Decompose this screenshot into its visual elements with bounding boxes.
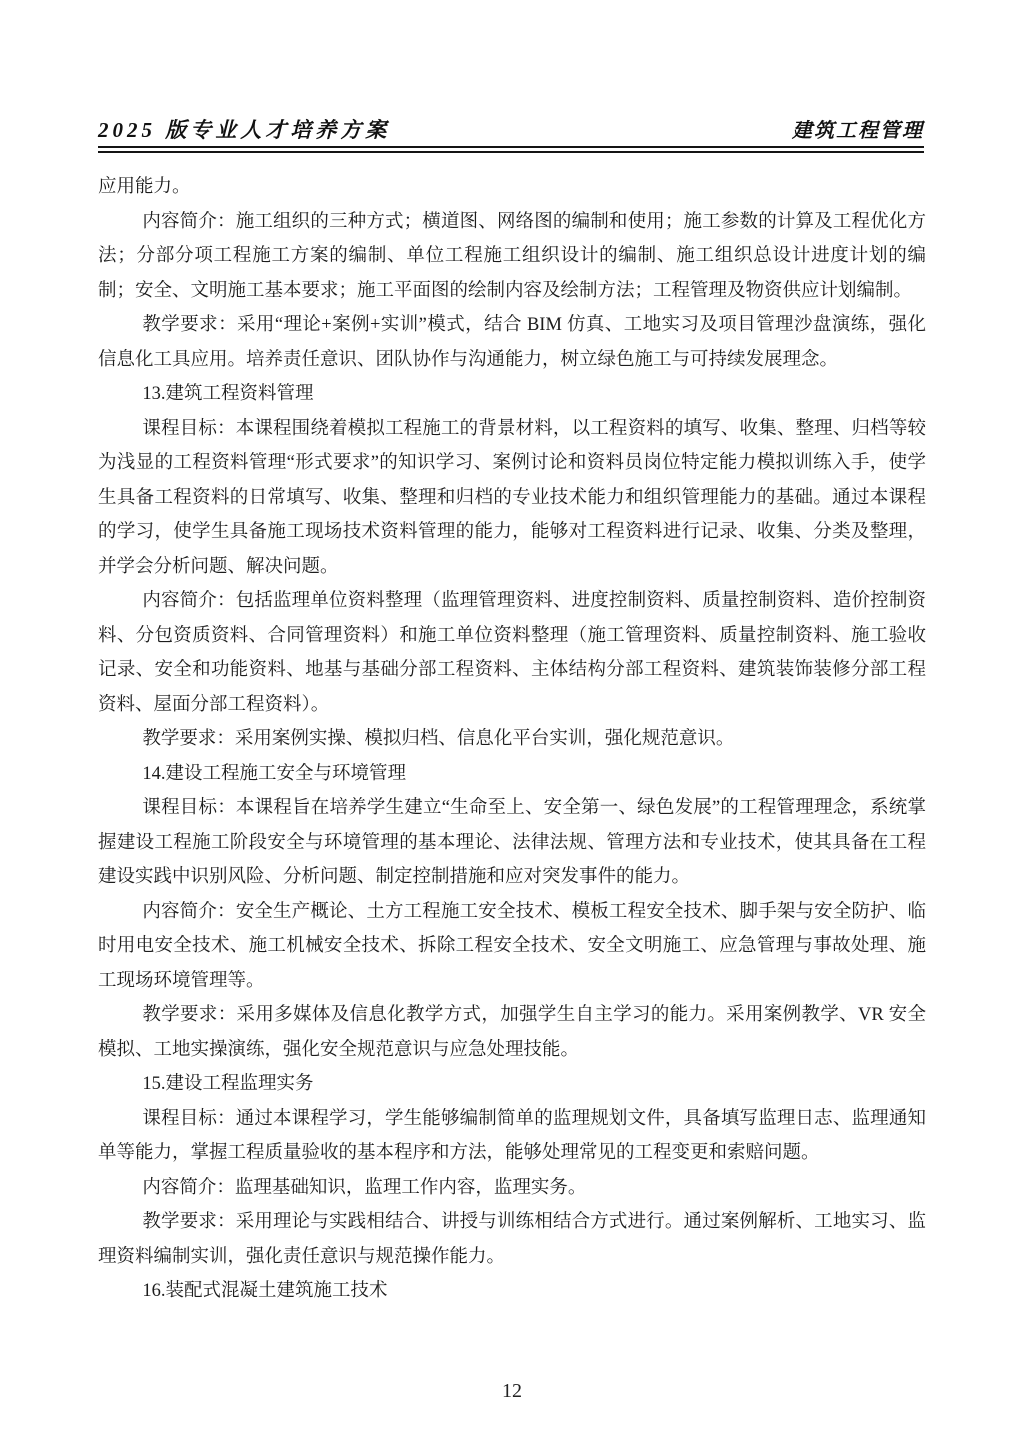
course-number-heading: 16.装配式混凝土建筑施工技术 (142, 1281, 388, 1301)
page-header (98, 114, 924, 144)
paragraph: 内容简介：包括监理单位资料整理（监理管理资料、进度控制资料、质量控制资料、造价控制资料、分包资质资料、合同管理资料）和施工单位资料整理（施工管理资料、质量控制资料、施工验收记录、安全和功能资料、地基与基础分部工程资料、主体结构分部工程资料、建筑装饰装修分部工程资料、屋面分部工程资料）。 (98, 591, 926, 715)
header-left-title: 2025 版专业人才培养方案 (98, 118, 391, 142)
header-right-title: 建筑工程管理 (792, 120, 924, 142)
paragraph: 课程目标：本课程旨在培养学生建立“生命至上、安全第一、绿色发展”的工程管理理念，系统掌握建设工程施工阶段安全与环境管理的基本理论、法律法规、管理方法和专业技术，使其具备在工程建设实践中识别风险、分析问题、制定控制措施和应对突发事件的能力。 (98, 798, 926, 887)
page-footer (0, 1380, 1024, 1403)
paragraph: 内容简介：监理基础知识，监理工作内容，监理实务。 (142, 1177, 587, 1198)
paragraph: 教学要求：采用多媒体及信息化教学方式，加强学生自主学习的能力。采用案例教学、VR 安全模拟、工地实操演练，强化安全规范意识与应急处理技能。 (98, 1005, 926, 1060)
course-number-heading: 13.建筑工程资料管理 (142, 384, 314, 404)
header-double-rule (98, 146, 924, 153)
course-number-heading: 15.建设工程监理实务 (142, 1074, 314, 1094)
paragraph: 教学要求：采用理论与实践相结合、讲授与训练相结合方式进行。通过案例解析、工地实习、监理资料编制实训，强化责任意识与规范操作能力。 (98, 1212, 926, 1267)
page-number: 12 (502, 1380, 522, 1402)
paragraph: 教学要求：采用“理论+案例+实训”模式，结合 BIM 仿真、工地实习及项目管理沙盘演练，强化信息化工具应用。培养责任意识、团队协作与沟通能力，树立绿色施工与可持续发展理念。 (98, 315, 926, 370)
course-number-heading: 14.建设工程施工安全与环境管理 (142, 763, 407, 784)
paragraph: 应用能力。 (98, 177, 191, 197)
document-body (98, 170, 926, 1309)
paragraph: 课程目标：本课程围绕着模拟工程施工的背景材料，以工程资料的填写、收集、整理、归档等较为浅显的工程资料管理“形式要求”的知识学习、案例讨论和资料员岗位特定能力模拟训练入手，使学生具备工程资料的日常填写、收集、整理和归档的专业技术能力和组织管理能力的基础。通过本课程的学习，使学生具备施工现场技术资料管理的能力，能够对工程资料进行记录、收集、分类及整理，并学会分析问题、解决问题。 (98, 418, 926, 577)
paragraph: 内容简介：施工组织的三种方式；横道图、网络图的编制和使用；施工参数的计算及工程优化方法；分部分项工程施工方案的编制、单位工程施工组织设计的编制、施工组织总设计进度计划的编制；安全、文明施工基本要求；施工平面图的绘制内容及绘制方法；工程管理及物资供应计划编制。 (98, 211, 926, 301)
paragraph: 内容简介：安全生产概论、土方工程施工安全技术、模板工程安全技术、脚手架与安全防护、临时用电安全技术、施工机械安全技术、拆除工程安全技术、安全文明施工、应急管理与事故处理、施工现场环境管理等。 (98, 901, 926, 991)
paragraph: 课程目标：通过本课程学习，学生能够编制简单的监理规划文件，具备填写监理日志、监理通知单等能力，掌握工程质量验收的基本程序和方法，能够处理常见的工程变更和索赔问题。 (98, 1108, 926, 1163)
paragraph: 教学要求：采用案例实操、模拟归档、信息化平台实训，强化规范意识。 (142, 729, 735, 749)
